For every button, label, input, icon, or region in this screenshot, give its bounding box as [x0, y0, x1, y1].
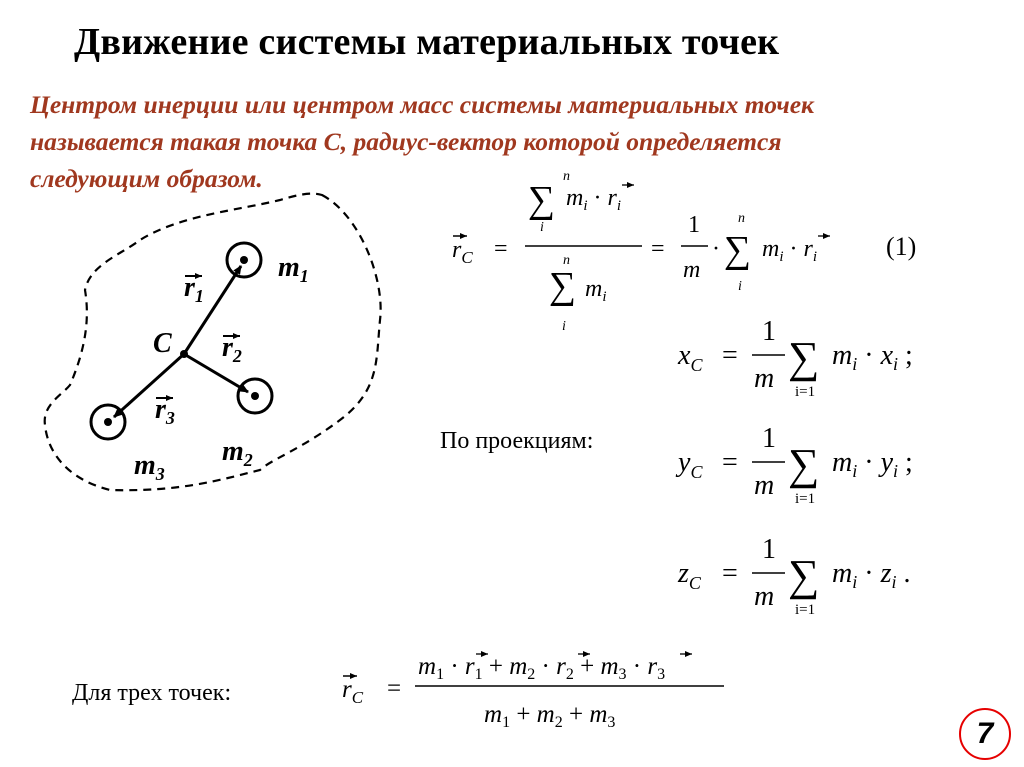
center-label: C [153, 328, 172, 359]
right-sum-top: n [738, 211, 745, 226]
proj-z-sum: ∑ [788, 551, 820, 600]
proj-y-sum: ∑ [788, 440, 820, 489]
right-sum-symbol: ∑ [724, 229, 752, 271]
definition-line-2: называется такая точка С, радиус-вектор которой определяется [30, 127, 782, 156]
den-sum-top: n [563, 253, 570, 268]
slide-title: Движение системы материальных точек [74, 21, 780, 63]
main-lhs: $r_C$ [452, 237, 473, 267]
proj-x-lhs: $x_C$ [678, 340, 703, 375]
proj-x-sum-bottom: i=1 [795, 384, 816, 400]
den-term: $m_i$ [585, 276, 607, 305]
vector-r3-label: $r_3$ [155, 394, 175, 428]
definition-line-1: Центром инерции или центром масс системы материальных точек [30, 90, 814, 119]
num-m1: m [418, 653, 437, 680]
num-sum-bottom: i [540, 220, 544, 235]
page-number-badge: 7 [959, 708, 1011, 760]
vector-r1-label: $r_1$ [184, 272, 204, 306]
main-equals-1: = [494, 236, 508, 262]
proj-z-sum-bottom: i=1 [795, 602, 816, 618]
three-lhs: $r_C$ [342, 676, 364, 707]
three-points-label: Для трех точек: [72, 680, 232, 706]
equation-number: (1) [886, 232, 917, 261]
definition-line-3: следующим образом. [30, 164, 263, 193]
proj-z-term: $m_i \cdot z_i$ . [832, 558, 911, 592]
proj-z-equals: = [722, 558, 738, 589]
proj-z-m: m [754, 581, 775, 612]
main-one: 1 [688, 212, 700, 238]
three-equals: = [387, 675, 402, 702]
proj-y-one: 1 [762, 423, 776, 454]
right-sum-bottom: i [738, 279, 742, 294]
num-sum-symbol: ∑ [528, 179, 556, 221]
den-sum-symbol: ∑ [549, 265, 577, 307]
proj-y-equals: = [722, 447, 738, 478]
proj-x-one: 1 [762, 316, 776, 347]
proj-y-sum-bottom: i=1 [795, 491, 816, 507]
main-equals-2: = [651, 236, 665, 262]
mass-1-label: $m_1$ [278, 252, 309, 286]
den-sum-bottom: i [562, 319, 566, 334]
mass-3-label: $m_3$ [134, 450, 165, 484]
proj-x-equals: = [722, 340, 738, 371]
projections-label: По проекциям: [440, 428, 594, 454]
three-denominator: $m_1 + m_2 + m_3$ [484, 701, 616, 731]
num-sum-top: n [563, 169, 570, 184]
proj-y-term: $m_i \cdot y_i$ ; [832, 447, 913, 481]
proj-x-sum: ∑ [788, 333, 820, 382]
three-numerator: $m_1 \cdot r_1 + m_2 \cdot r_2 + m_3 \cdot r_3$ [418, 653, 666, 683]
proj-z-one: 1 [762, 534, 776, 565]
main-m: m [683, 257, 701, 283]
main-dot: · [712, 236, 720, 262]
proj-y-lhs: $y_C$ [678, 447, 703, 482]
proj-y-m: m [754, 470, 775, 501]
proj-x-m: m [754, 363, 775, 394]
mass-2-label: $m_2$ [222, 436, 253, 470]
right-term: $m_i \cdot r_i$ [762, 236, 818, 265]
num-term: $m_i \cdot r_i$ [566, 185, 622, 214]
vector-r2-label: $r_2$ [222, 332, 242, 366]
proj-x-term: $m_i \cdot x_i$ ; [832, 340, 913, 374]
proj-z-lhs: $z_C$ [678, 558, 701, 593]
